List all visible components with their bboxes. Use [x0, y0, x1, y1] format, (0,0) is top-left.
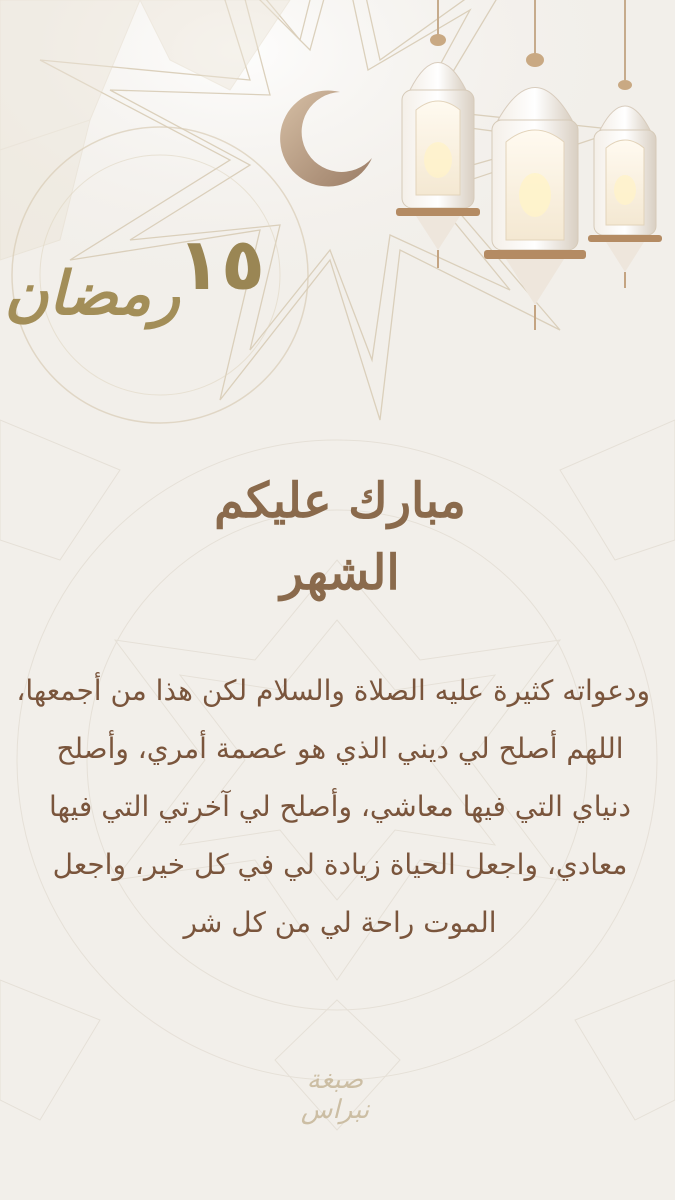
signature-logo	[270, 1030, 400, 1140]
prayer-line: معادي، واجعل الحياة زيادة لي في كل خير، واجعل	[52, 848, 628, 881]
month-name: رمضان	[4, 259, 180, 329]
greeting-text: مبارك عليكم الشهر	[214, 473, 466, 601]
prayer-line: الموت راحة لي من كل شر	[183, 906, 497, 939]
lantern-icon	[380, 0, 675, 350]
signature-text: صبغة نبراس	[300, 1065, 370, 1125]
prayer-line: ودعواته كثيرة عليه الصلاة والسلام لكن هذا من أجمعها،	[16, 674, 650, 707]
greeting-calligraphy	[160, 425, 520, 605]
date-badge	[4, 180, 280, 380]
prayer-line: اللهم أصلح لي ديني الذي هو عصمة أمري، وأصلح	[56, 732, 624, 765]
crescent-moon-icon	[268, 80, 378, 190]
prayer-text	[16, 662, 650, 952]
prayer-line: دنياي التي فيها معاشي، وأصلح لي آخرتي التي فيها	[49, 790, 631, 823]
day-number: ١٥	[177, 222, 265, 306]
